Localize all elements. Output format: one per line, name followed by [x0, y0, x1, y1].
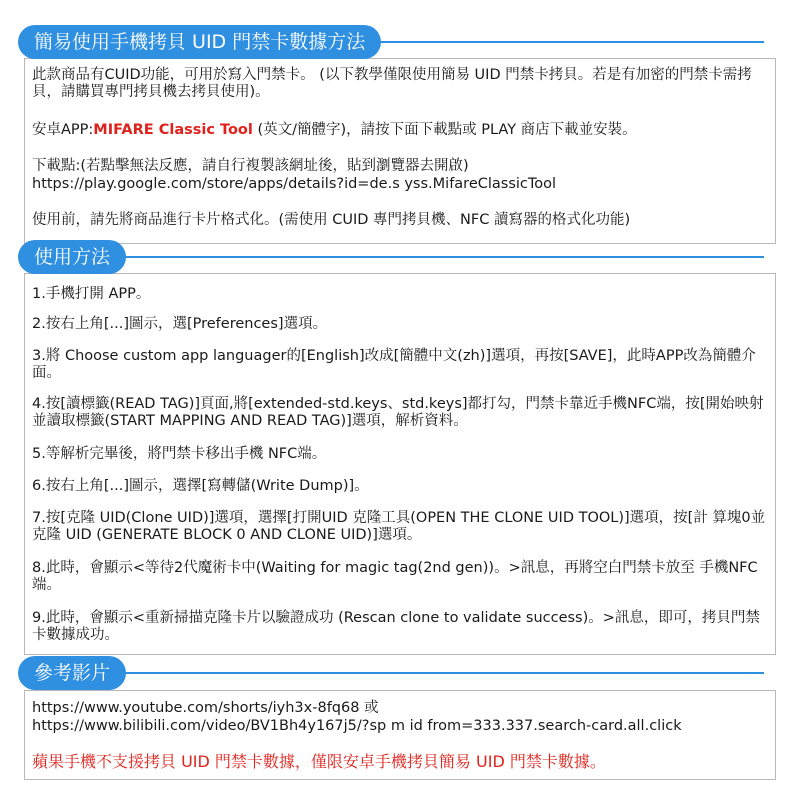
- intro-section-header: [18, 25, 782, 59]
- ios-unsupported-note: 蘋果手機不支援拷貝 UID 門禁卡數據，僅限安卓手機拷貝簡易 UID 門禁卡數據。: [32, 752, 606, 771]
- before-use-note: 使用前，請先將商品進行卡片格式化。(需使用 CUID 專門拷貝機、NFC 讀寫器的格式化功能): [32, 212, 631, 228]
- download-link[interactable]: https://play.google.com/store/apps/details?id=de.s yss.MifareClassicTool: [32, 176, 557, 192]
- step-5: 5.等解析完畢後，將門禁卡移出手機 NFC端。: [32, 446, 327, 462]
- intro-notice: 此款商品有CUID功能，可用於寫入門禁卡。 (以下教學僅限使用簡易 UID 門禁卡拷貝。若是有加密的門禁卡需拷貝，請購買專門拷貝機去拷貝使用)。: [32, 67, 752, 100]
- app-line: [32, 122, 772, 139]
- step-2: 2.按右上角[...]圖示，選[Preferences]選項。: [32, 316, 328, 332]
- app-prefix: 安卓APP:: [32, 122, 94, 138]
- reference-section-title: 參考影片: [18, 656, 126, 690]
- step-9: 9.此時，會顯示<重新掃描克隆卡片以驗證成功 (Rescan clone to validate success)。>訊息，即可，拷貝門禁卡數據成功。: [32, 610, 760, 643]
- usage-header-divider: [36, 256, 764, 258]
- app-suffix: (英文/簡體字)，請按下面下載點或 PLAY 商店下載並安裝。: [252, 122, 637, 138]
- bilibili-link[interactable]: https://www.bilibili.com/video/BV1Bh4y167j5/?sp m id from=333.337.search-card.all.click: [32, 718, 682, 734]
- intro-section-title: 簡易使用手機拷貝 UID 門禁卡數據方法: [18, 25, 381, 59]
- step-6: 6.按右上角[...]圖示，選擇[寫轉儲(Write Dump)]。: [32, 478, 369, 494]
- reference-section-header: [18, 656, 782, 690]
- step-3: 3.將 Choose custom app languager的[English]改成[簡體中文(zh)]選項，再按[SAVE]，此時APP改為簡體介面。: [32, 348, 756, 381]
- download-label: 下載點:(若點擊無法反應，請自行複製該網址後，貼到瀏覽器去開啟): [32, 158, 469, 174]
- reference-header-divider: [36, 672, 764, 674]
- step-7: 7.按[克隆 UID(Clone UID)]選項，選擇[打開UID 克隆工具(OPEN THE CLONE UID TOOL)]選項，按[計 算塊0並克隆 UID (GENERATE BLOCK 0 AND CLONE UID)]選項。: [32, 510, 766, 543]
- app-name: MIFARE Classic Tool: [93, 122, 253, 138]
- step-4: 4.按[讀標籤(READ TAG)]頁面,將[extended-std.keys、std.keys]都打勾，門禁卡靠近手機NFC端，按[開始映射並讀取標籤(START MAPPING AND READ TAG)]選項，解析資料。: [32, 396, 764, 429]
- step-8: 8.此時，會顯示<等待2代魔術卡中(Waiting for magic tag(2nd gen))。>訊息，再將空白門禁卡放至 手機NFC端。: [32, 560, 758, 593]
- usage-section-title: 使用方法: [18, 240, 126, 274]
- youtube-link[interactable]: https://www.youtube.com/shorts/iyh3x-8fq68 或: [32, 700, 379, 716]
- step-1: 1.手機打開 APP。: [32, 286, 151, 302]
- usage-section-header: [18, 240, 782, 274]
